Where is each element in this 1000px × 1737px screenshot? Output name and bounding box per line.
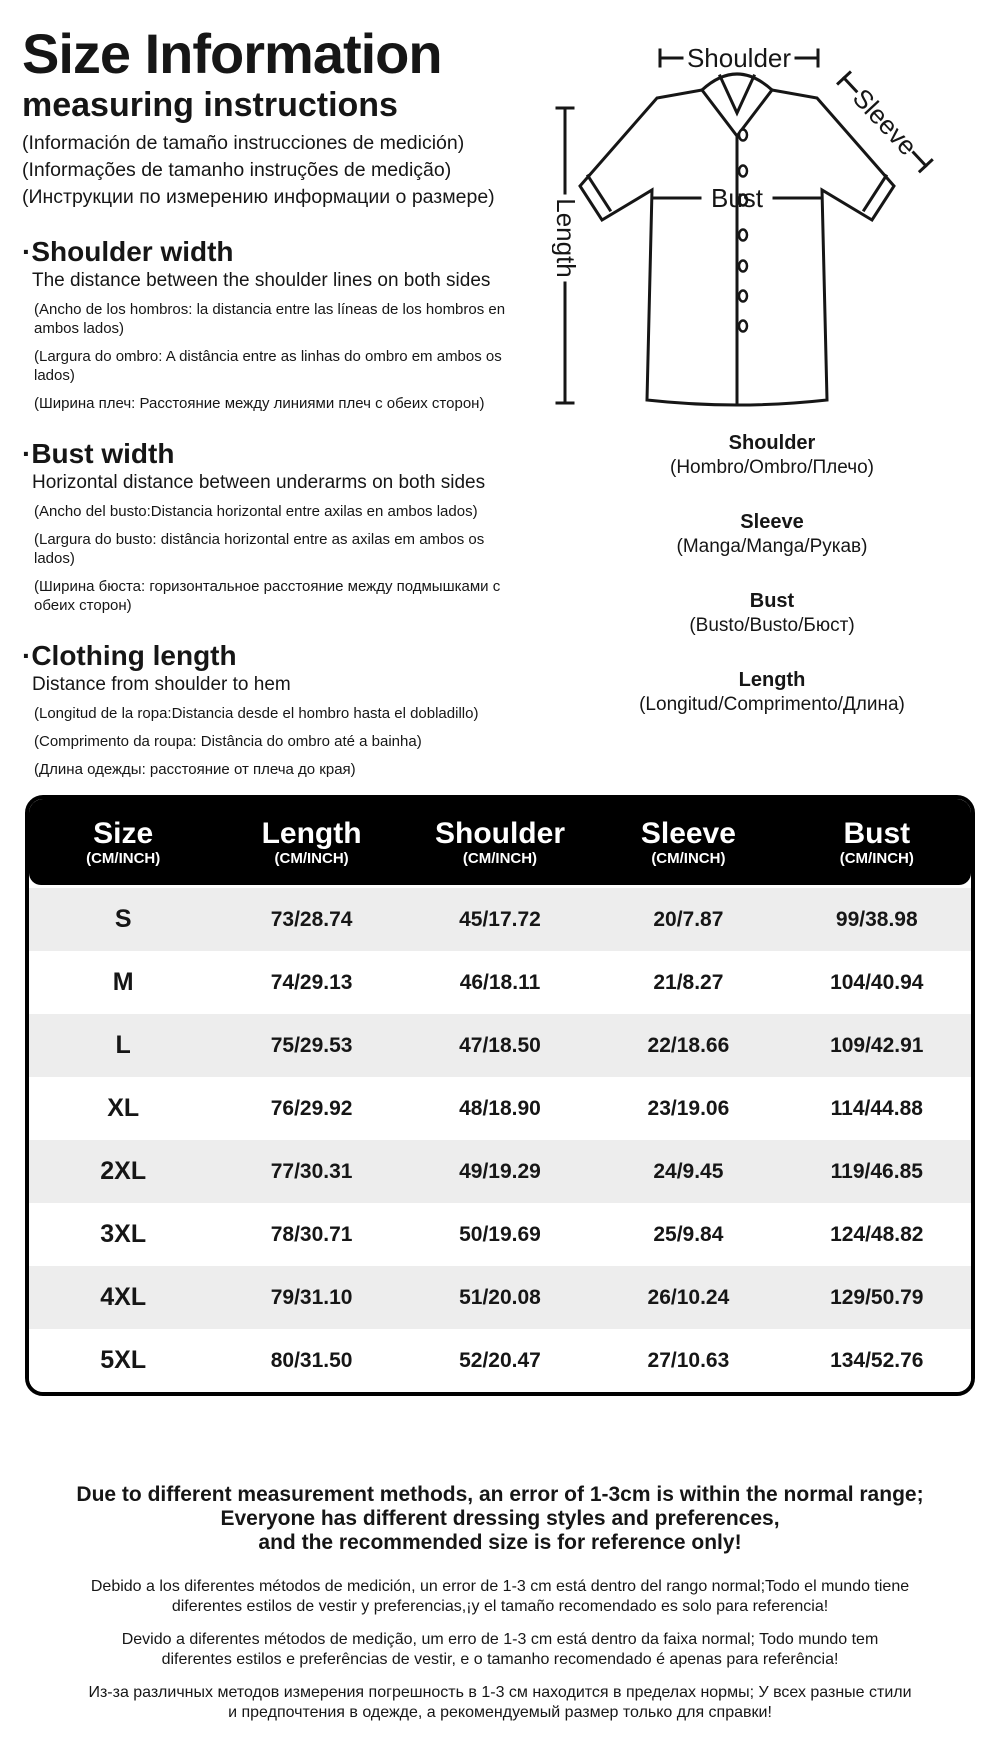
footer-notes bbox=[0, 1483, 1000, 1722]
section-translation-es: (Ancho de los hombros: la distancia entre las líneas de los hombros en ambos lados) bbox=[34, 301, 506, 337]
column-name: Bust bbox=[843, 816, 911, 850]
bust-cell: 124/48.82 bbox=[830, 1222, 924, 1246]
section-title bbox=[22, 640, 542, 671]
column-header-bust bbox=[783, 817, 971, 868]
size-table bbox=[25, 795, 975, 1396]
section-description: The distance between the shoulder lines on both sides bbox=[32, 270, 491, 291]
length-cell: 73/28.74 bbox=[270, 907, 353, 931]
sleeve-cell: 22/18.66 bbox=[647, 1033, 730, 1057]
column-header-size bbox=[29, 817, 217, 868]
legend-name: Length bbox=[738, 669, 806, 691]
size-cell: 3XL bbox=[100, 1220, 147, 1248]
sleeve-cell: 25/9.84 bbox=[653, 1222, 724, 1246]
note-spanish bbox=[0, 1577, 1000, 1616]
note-portuguese-line-2: diferentes estilos e preferências de vestir, e o tamanho recomendado é apenas para referência! bbox=[161, 1650, 839, 1668]
section-description: Horizontal distance between underarms on both sides bbox=[32, 472, 486, 493]
section-bust-width bbox=[22, 438, 542, 615]
bust-cell: 134/52.76 bbox=[830, 1348, 924, 1372]
collar bbox=[702, 74, 772, 136]
table-row bbox=[29, 888, 971, 951]
header-translation-es: (Información de tamaño instrucciones de medición) bbox=[22, 132, 465, 154]
column-unit: (CM/INCH) bbox=[274, 849, 349, 867]
shoulder-cell: 50/19.69 bbox=[459, 1222, 541, 1246]
note-russian bbox=[0, 1683, 1000, 1722]
table-row bbox=[29, 1329, 971, 1392]
length-cell: 79/31.10 bbox=[270, 1285, 353, 1309]
legend-item-shoulder bbox=[552, 432, 992, 479]
size-cell: 5XL bbox=[100, 1346, 147, 1374]
section-translation-pt: (Largura do ombro: A distância entre as linhas do ombro em ambos os lados) bbox=[34, 348, 502, 384]
length-label: Length bbox=[552, 198, 581, 278]
instructions-column bbox=[22, 24, 542, 788]
shirt-diagram bbox=[552, 28, 992, 418]
shirt-diagram-wrap bbox=[552, 28, 992, 420]
sleeve-label: Sleeve bbox=[846, 82, 923, 162]
size-table-header bbox=[29, 799, 971, 885]
column-unit: (CM/INCH) bbox=[86, 849, 161, 867]
legend-name: Shoulder bbox=[728, 432, 816, 454]
size-cell: L bbox=[115, 1031, 131, 1059]
column-unit: (CM/INCH) bbox=[651, 849, 726, 867]
legend-name: Sleeve bbox=[740, 511, 804, 533]
bust-cell: 119/46.85 bbox=[830, 1159, 923, 1183]
column-name: Sleeve bbox=[640, 816, 736, 850]
shoulder-cell: 47/18.50 bbox=[459, 1033, 541, 1057]
legend-translation: (Busto/Busto/Бюст) bbox=[689, 615, 855, 636]
section-bullet: · bbox=[22, 640, 32, 671]
sleeve-cell: 24/9.45 bbox=[653, 1159, 724, 1183]
bust-cell: 99/38.98 bbox=[835, 907, 918, 931]
shoulder-cell: 48/18.90 bbox=[459, 1096, 541, 1120]
section-translation-ru: (Ширина бюста: горизонтальное расстояние между подмышками с обеих сторон) bbox=[34, 578, 501, 614]
column-unit: (CM/INCH) bbox=[462, 849, 538, 867]
shirt-buttons bbox=[739, 130, 747, 332]
legend-translation: (Longitud/Comprimento/Длина) bbox=[639, 694, 905, 715]
note-portuguese-line-1: Devido a diferentes métodos de medição, um erro de 1-3 cm está dentro da faixa normal; Todo mundo tem bbox=[121, 1631, 879, 1648]
legend-translation: (Manga/Manga/Рукав) bbox=[676, 536, 868, 557]
section-translation-pt: (Largura do busto: distância horizontal entre as axilas em ambos os lados) bbox=[34, 531, 485, 567]
column-name: Size bbox=[93, 816, 154, 850]
size-cell: XL bbox=[107, 1094, 140, 1122]
section-title-text: Clothing length bbox=[31, 640, 237, 671]
legend-translation: (Hombro/Ombro/Плечо) bbox=[670, 457, 874, 478]
column-unit: (CM/INCH) bbox=[839, 849, 914, 867]
section-translation-ru: (Ширина плеч: Расстояние между линиями плеч с обеих сторон) bbox=[34, 395, 485, 412]
note-spanish-line-2: diferentes estilos de vestir y preferencias,¡y el tamaño recomendado es solo para referencia! bbox=[171, 1597, 829, 1615]
header-translation-ru: (Инструкции по измерению информации о размере) bbox=[22, 186, 495, 208]
shoulder-cell: 51/20.08 bbox=[459, 1285, 541, 1309]
size-cell: 2XL bbox=[100, 1157, 147, 1185]
table-row bbox=[29, 1203, 971, 1266]
section-bullet: · bbox=[22, 438, 32, 469]
section-title-text: Shoulder width bbox=[31, 236, 234, 267]
shoulder-label: Shoulder bbox=[686, 43, 792, 73]
table-row bbox=[29, 1140, 971, 1203]
section-translation-es: (Longitud de la ropa:Distancia desde el hombro hasta el dobladillo) bbox=[34, 705, 479, 722]
legend-item-sleeve bbox=[552, 511, 992, 558]
note-russian-line-1: Из-за различных методов измерения погрешность в 1-3 см находится в пределах нормы; У всех разные стили bbox=[88, 1684, 912, 1701]
note-portuguese bbox=[0, 1630, 1000, 1669]
page-title: Size Information bbox=[22, 22, 442, 85]
table-row bbox=[29, 1014, 971, 1077]
size-cell: M bbox=[112, 968, 134, 996]
note-russian-line-2: и предпочтения в одежде, а рекомендуемый размер только для справки! bbox=[228, 1703, 772, 1721]
size-cell: S bbox=[114, 905, 132, 933]
length-cell: 74/29.13 bbox=[270, 970, 353, 994]
note-main-line-1: Due to different measurement methods, an error of 1-3cm is within the normal range; bbox=[76, 1483, 924, 1506]
section-title bbox=[22, 236, 542, 267]
section-translation-pt: (Comprimento da roupa: Distância do ombro até a bainha) bbox=[34, 733, 422, 750]
size-cell: 4XL bbox=[100, 1283, 147, 1311]
section-translation-ru: (Длина одежды: расстояние от плеча до края) bbox=[34, 761, 356, 778]
shoulder-cell: 45/17.72 bbox=[459, 907, 541, 931]
sleeve-cell: 26/10.24 bbox=[647, 1285, 730, 1309]
sleeve-cell: 20/7.87 bbox=[653, 907, 724, 931]
table-row bbox=[29, 1266, 971, 1329]
bust-cell: 109/42.91 bbox=[830, 1033, 924, 1057]
length-cell: 75/29.53 bbox=[270, 1033, 353, 1057]
sleeve-cell: 27/10.63 bbox=[647, 1348, 730, 1372]
sleeve-cell: 23/19.06 bbox=[647, 1096, 730, 1120]
legend-item-bust bbox=[552, 590, 992, 637]
column-header-sleeve bbox=[594, 817, 782, 868]
header-translation-pt: (Informações de tamanho instruções de medição) bbox=[22, 159, 452, 181]
table-row bbox=[29, 951, 971, 1014]
column-header-shoulder bbox=[406, 817, 594, 868]
length-cell: 78/30.71 bbox=[270, 1222, 353, 1246]
note-spanish-line-1: Debido a los diferentes métodos de medición, un error de 1-3 cm está dentro del rango normal;Todo el mundo tiene bbox=[90, 1578, 910, 1595]
section-clothing-length bbox=[22, 640, 542, 779]
shoulder-cell: 52/20.47 bbox=[459, 1348, 541, 1372]
length-cell: 76/29.92 bbox=[270, 1096, 353, 1120]
legend-name: Bust bbox=[749, 590, 795, 612]
section-description: Distance from shoulder to hem bbox=[32, 674, 291, 695]
column-header-length bbox=[217, 817, 405, 868]
legend-item-length bbox=[552, 669, 992, 716]
length-cell: 80/31.50 bbox=[270, 1348, 353, 1372]
page-subtitle: measuring instructions bbox=[22, 86, 398, 124]
note-main-line-3: and the recommended size is for reference only! bbox=[258, 1531, 742, 1554]
section-title-text: Bust width bbox=[31, 438, 175, 469]
bust-cell: 104/40.94 bbox=[830, 970, 924, 994]
section-bullet: · bbox=[22, 236, 32, 267]
shoulder-cell: 46/18.11 bbox=[459, 970, 541, 994]
section-title bbox=[22, 438, 542, 469]
bust-cell: 129/50.79 bbox=[830, 1285, 924, 1309]
diagram-legend bbox=[552, 432, 992, 748]
note-main-line-2: Everyone has different dressing styles and preferences, bbox=[220, 1507, 780, 1530]
bust-cell: 114/44.88 bbox=[830, 1096, 923, 1120]
length-cell: 77/30.31 bbox=[270, 1159, 353, 1183]
bust-label: Bust bbox=[710, 183, 764, 213]
sleeve-cell: 21/8.27 bbox=[653, 970, 724, 994]
column-name: Shoulder bbox=[434, 816, 565, 850]
shoulder-cell: 49/19.29 bbox=[459, 1159, 541, 1183]
section-shoulder-width bbox=[22, 236, 542, 413]
section-translation-es: (Ancho del busto:Distancia horizontal entre axilas en ambos lados) bbox=[34, 503, 478, 520]
table-row bbox=[29, 1077, 971, 1140]
column-name: Length bbox=[261, 816, 362, 850]
